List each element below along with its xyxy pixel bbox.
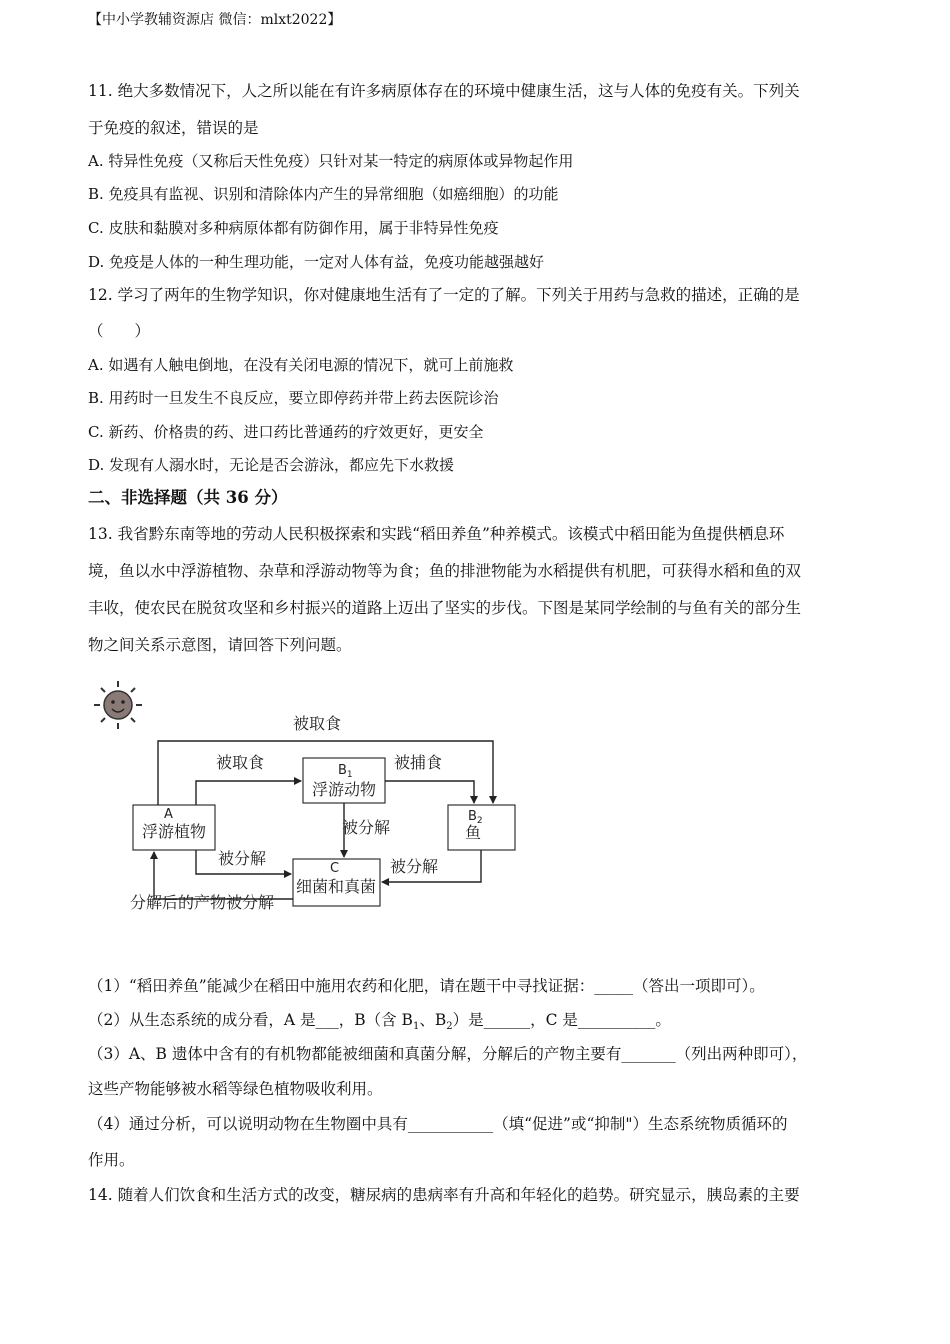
q13-part2: （2）从生态系统的成分看，A 是___，B（含 $B_1$、$B_2$）是______，C 是__________。 (88, 1011, 671, 1033)
label-b1-to-c: 被分解 (342, 818, 391, 837)
q11-option-d: D. 免疫是人体的一种生理功能，一定对人体有益，免疫功能越强越好 (88, 253, 545, 271)
q13-stem-line1: 13. 我省黔东南等地的劳动人民积极探索和实践“稻田养鱼”种养模式。该模式中稻田能为鱼提供栖息环 (88, 525, 785, 543)
q11-option-a: A. 特异性免疫（又称后天性免疫）只针对某一特定的病原体或异物起作用 (88, 152, 574, 170)
q12-stem-line1: 12. 学习了两年的生物学知识，你对健康地生活有了一定的了解。下列关于用药与急救的描述，正确的是 (88, 286, 800, 304)
box-b2 (448, 805, 515, 850)
box-a-name: 浮游植物 (141, 822, 207, 841)
box-b2-name: 鱼 (464, 823, 482, 842)
label-a-to-b1: 被取食 (216, 753, 265, 772)
box-b2-letter: $B_2$ (468, 809, 483, 826)
box-a-letter: A (164, 807, 173, 822)
q13-part1: （1）“稻田养鱼”能减少在稻田中施用农药和化肥，请在题干中寻找证据：_____（答出一项即可）。 (88, 977, 765, 995)
q11-stem-line2: 于免疫的叙述，错误的是 (88, 119, 259, 137)
label-a-to-c: 被分解 (218, 849, 267, 868)
label-b1-to-b2: 被捕食 (394, 753, 443, 772)
q12-option-b: B. 用药时一旦发生不良反应，要立即停药并带上药去医院诊治 (88, 389, 499, 407)
label-c-to-a: 分解后的产物被分解 (130, 893, 275, 912)
label-top: 被取食 (293, 714, 342, 733)
food-web-diagram (88, 675, 528, 915)
q12-stem-line2: （ ） (88, 322, 151, 340)
q12-option-a: A. 如遇有人触电倒地，在没有关闭电源的情况下，就可上前施救 (88, 356, 514, 374)
q13-part4-line1: （4）通过分析，可以说明动物在生物圈中具有___________（填“促进”或“抑制"）生态系统物质循环的 (88, 1115, 788, 1133)
q12-option-c: C. 新药、价格贵的药、进口药比普通药的疗效更好，更安全 (88, 423, 484, 441)
section-heading: 二、非选择题（共 36 分） (88, 488, 288, 507)
q11-option-c: C. 皮肤和黏膜对多种病原体都有防御作用，属于非特异性免疫 (88, 219, 499, 237)
arrow-a-to-b1 (196, 781, 301, 805)
q11-option-b: B. 免疫具有监视、识别和清除体内产生的异常细胞（如癌细胞）的功能 (88, 185, 559, 203)
q12-option-d: D. 发现有人溺水时，无论是否会游泳，都应先下水救援 (88, 456, 455, 474)
box-b1-name: 浮游动物 (311, 780, 377, 799)
q13-stem-line4: 物之间关系示意图，请回答下列问题。 (88, 636, 352, 654)
label-b2-to-c: 被分解 (390, 857, 439, 876)
q13-stem-line3: 丰收，使农民在脱贫攻坚和乡村振兴的道路上迈出了坚实的步伐。下图是某同学绘制的与鱼有关的部分生 (88, 599, 802, 617)
arrow-b1-to-b2 (385, 781, 474, 803)
sun-icon (94, 681, 142, 729)
q13-part3-line1: （3）A、B 遗体中含有的有机物都能被细菌和真菌分解，分解后的产物主要有_______（列出两种即可）， (88, 1045, 808, 1063)
box-c-letter: C (330, 861, 340, 876)
header-watermark: 【中小学教辅资源店 微信：mlxt2022】 (88, 12, 342, 28)
q13-stem-line2: 境，鱼以水中浮游植物、杂草和浮游动物等为食；鱼的排泄物能为水稻提供有机肥，可获得水稻和鱼的双 (88, 562, 802, 580)
box-c-name: 细菌和真菌 (295, 877, 377, 896)
box-b1-letter: $B_1$ (338, 763, 353, 780)
q13-part3-line2: 这些产物能够被水稻等绿色植物吸收利用。 (88, 1080, 383, 1098)
q14-stem-line1: 14. 随着人们饮食和生活方式的改变，糖尿病的患病率有升高和年轻化的趋势。研究显示，胰岛素的主要 (88, 1186, 800, 1204)
q11-stem-line1: 11. 绝大多数情况下，人之所以能在有许多病原体存在的环境中健康生活，这与人体的免疫有关。下列关 (88, 82, 800, 100)
q13-part4-line2: 作用。 (88, 1151, 135, 1169)
